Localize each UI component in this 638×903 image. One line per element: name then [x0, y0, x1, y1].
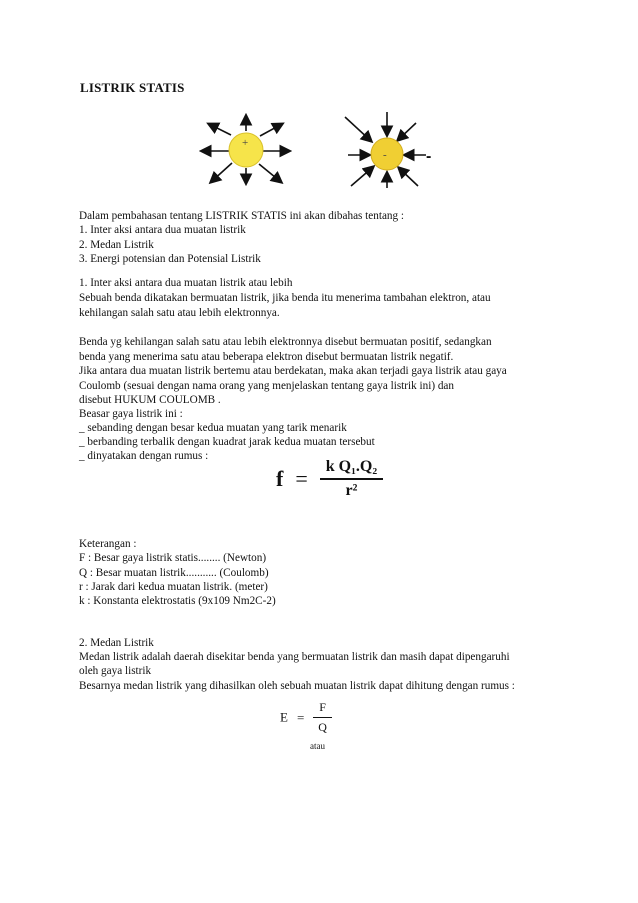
coulomb-formula: [276, 458, 383, 500]
formula-equals: =: [295, 465, 308, 491]
formula-denominator: r²: [345, 481, 358, 499]
section-1-heading: 1. Inter aksi antara dua muatan listrik atau lebih: [79, 277, 293, 289]
field-formula-fraction: [313, 700, 332, 735]
positive-sign: +: [242, 137, 249, 149]
intro-line: Dalam pembahasan tentang LISTRIK STATIS ini akan dibahas tentang :: [79, 210, 405, 222]
paragraph-line: Jika antara dua muatan listrik bertemu atau berdekatan, maka akan terjadi gaya listrik atau gaya: [79, 365, 507, 377]
paragraph-line: oleh gaya listrik: [79, 665, 152, 677]
legend-item: k : Konstanta elektrostatis (9x109 Nm2C-2): [79, 595, 276, 607]
paragraph-line: Medan listrik adalah daerah disekitar benda yang bermuatan listrik dan masih dapat dipengaruhi: [79, 651, 510, 663]
topic-item-1: 1. Inter aksi antara dua muatan listrik: [79, 224, 246, 236]
paragraph-line: Besarnya medan listrik yang dihasilkan oleh sebuah muatan listrik dapat dihitung dengan rumus :: [79, 680, 515, 692]
list-item: _ dinyatakan dengan rumus :: [79, 450, 209, 462]
topic-item-2: 2. Medan Listrik: [79, 239, 154, 251]
negative-charge-diagram: [345, 112, 431, 188]
field-formula: [280, 700, 332, 735]
paragraph-line: Sebuah benda dikatakan bermuatan listrik, jika benda itu menerima tambahan elektron, atau: [79, 292, 491, 304]
legend-item: Q : Besar muatan listrik........... (Coulomb): [79, 567, 269, 579]
legend-heading: Keterangan :: [79, 538, 137, 550]
formula-numerator: k Q₁.Q₂: [325, 458, 378, 475]
paragraph-line: benda yang menerima satu atau beberapa elektron disebut bermuatan listrik negatif.: [79, 351, 454, 363]
list-item: _ sebanding dengan besar kedua muatan yang tarik menarik: [79, 422, 347, 434]
topic-item-3: 3. Energi potensian dan Potensial Listrik: [79, 253, 261, 265]
atau-label: atau: [310, 741, 325, 751]
positive-charge-diagram: [202, 116, 289, 183]
formula-lhs: f: [276, 465, 284, 491]
formula-fraction: [320, 458, 383, 500]
legend-item: F : Besar gaya listrik statis........ (Newton): [79, 552, 267, 564]
negative-outside-sign: -: [426, 148, 432, 165]
field-formula-numerator: F: [319, 700, 326, 714]
field-formula-denominator: Q: [318, 720, 327, 734]
negative-sign: -: [383, 149, 387, 161]
negative-sphere: [371, 138, 403, 170]
page-title: LISTRIK STATIS: [80, 80, 185, 95]
field-formula-equals: =: [296, 709, 305, 725]
paragraph-line: Benda yg kehilangan salah satu atau lebih elektronnya disebut bermuatan positif, sedangkan: [79, 336, 492, 348]
legend-item: r : Jarak dari kedua muatan listrik. (meter): [79, 581, 268, 593]
field-formula-lhs: E: [280, 709, 288, 725]
paragraph-line: kehilangan salah satu atau lebih elektronnya.: [79, 307, 280, 319]
paragraph-line: Coulomb (sesuai dengan nama orang yang menjelaskan tentang gaya listrik ini) dan: [79, 380, 454, 392]
section-2-heading: 2. Medan Listrik: [79, 637, 154, 649]
paragraph-line: Beasar gaya listrik ini :: [79, 408, 183, 420]
list-item: _ berbanding terbalik dengan kuadrat jarak kedua muatan tersebut: [79, 436, 375, 448]
paragraph-line: disebut HUKUM COULOMB .: [79, 394, 221, 406]
